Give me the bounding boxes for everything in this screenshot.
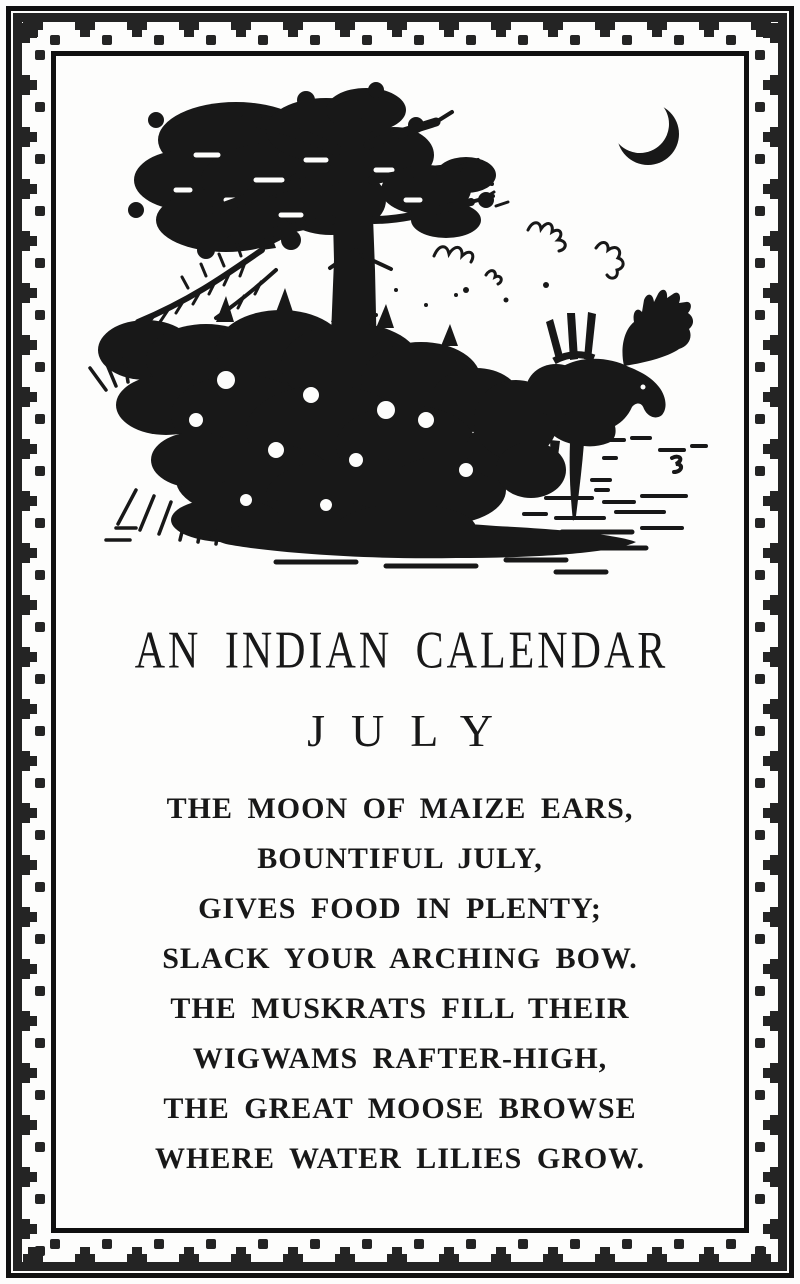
poem xyxy=(56,784,744,1184)
page-title: AN INDIAN CALENDAR xyxy=(134,622,669,680)
border-pattern-left xyxy=(13,13,51,1271)
poem-line: THE MOON OF MAIZE EARS, xyxy=(166,792,634,825)
poem-line: THE GREAT MOOSE BROWSE xyxy=(163,1092,637,1125)
poem-line: GIVES FOOD IN PLENTY; xyxy=(198,892,602,925)
poem-line: BOUNTIFUL JULY, xyxy=(257,842,543,875)
poem-line: THE MUSKRATS FILL THEIR xyxy=(170,992,630,1025)
border-pattern-right xyxy=(749,13,787,1271)
underbrush xyxy=(98,288,586,552)
ink-specks xyxy=(374,282,549,317)
moose-eye xyxy=(641,385,646,390)
moose-woodcut-illustration xyxy=(76,60,728,626)
poem-line: WHERE WATER LILIES GROW. xyxy=(155,1142,645,1175)
poem-line: WIGWAMS RAFTER-HIGH, xyxy=(192,1042,608,1075)
border-pattern-bottom xyxy=(13,1233,787,1271)
ground-shadow xyxy=(210,520,636,559)
poem-line: SLACK YOUR ARCHING BOW. xyxy=(162,942,638,975)
month-heading: JULY xyxy=(307,705,519,756)
crescent-moon-icon xyxy=(617,103,679,165)
border-pattern-top xyxy=(13,13,787,51)
